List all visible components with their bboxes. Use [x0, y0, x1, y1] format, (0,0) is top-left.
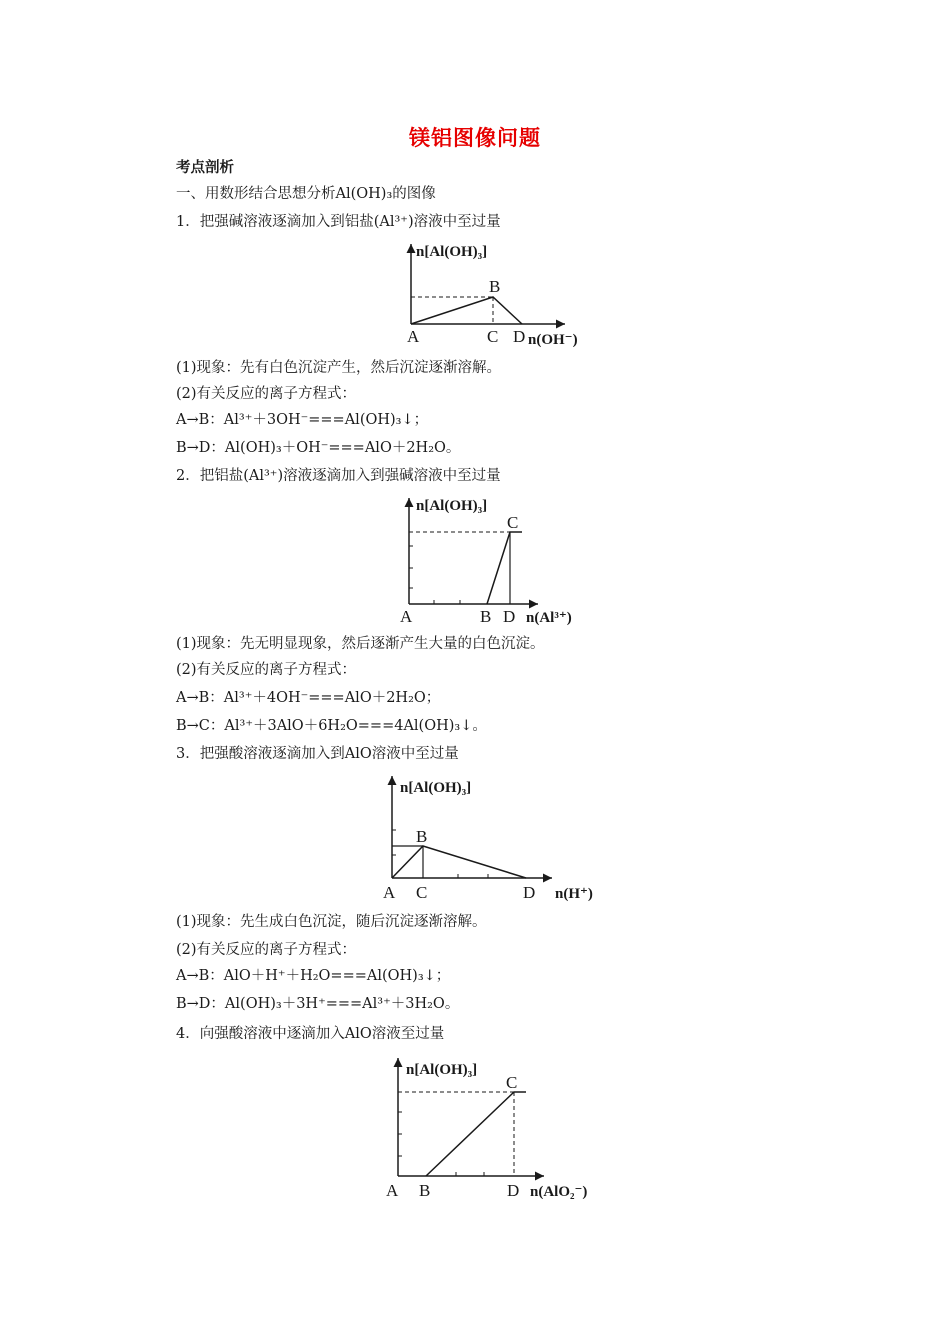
part-heading: 一、用数形结合思想分析Al(OH)₃的图像: [176, 186, 436, 202]
case-3-heading: 3．把强酸溶液逐滴加入到AlO溶液中至过量: [176, 746, 459, 762]
case-1-eq-title: (2)有关反应的离子方程式：: [176, 386, 357, 402]
y-axis-label: n[Al(OH)₃]: [416, 244, 488, 260]
page-title: 镁铝图像问题: [409, 126, 541, 150]
x-axis-label: n(AlO₂⁻): [530, 1184, 588, 1200]
case-2-eq-2: B→C：Al³⁺＋3AlO＋6H₂O===4Al(OH)₃↓。: [176, 718, 487, 734]
point-a: A: [383, 883, 396, 902]
point-a: A: [407, 327, 420, 346]
case-3-eq-1: A→B：AlO＋H⁺＋H₂O===Al(OH)₃↓；: [176, 968, 451, 984]
point-c: C: [507, 513, 519, 532]
point-d: D: [513, 327, 526, 346]
y-axis-label: n[Al(OH)₃]: [406, 1062, 478, 1078]
y-axis-label: n[Al(OH)₃]: [400, 780, 472, 796]
case-2-eq-1: A→B：Al³⁺＋4OH⁻===AlO＋2H₂O；: [176, 690, 441, 706]
x-axis-label: n(OH⁻): [528, 332, 578, 348]
curve: [392, 846, 526, 878]
point-d: D: [503, 607, 516, 626]
point-a: A: [386, 1181, 399, 1200]
point-d: D: [523, 883, 536, 902]
curve: [426, 1092, 526, 1176]
case-3-eq-title: (2)有关反应的离子方程式：: [176, 942, 357, 958]
case-3-eq-2: B→D：Al(OH)₃＋3H⁺===Al³⁺＋3H₂O。: [176, 996, 460, 1012]
point-c: C: [416, 883, 428, 902]
point-a: A: [400, 607, 413, 626]
point-c: C: [506, 1073, 518, 1092]
curve: [411, 297, 522, 324]
case-1-eq-1: A→B：Al³⁺＋3OH⁻===Al(OH)₃↓；: [176, 412, 429, 428]
x-axis-label: n(H⁺): [555, 886, 593, 902]
case-1-graph: [400, 238, 590, 350]
point-b: B: [419, 1181, 431, 1200]
case-1-eq-2: B→D：Al(OH)₃＋OH⁻===AlO＋2H₂O。: [176, 440, 461, 456]
case-1-heading: 1．把强碱溶液逐滴加入到铝盐(Al³⁺)溶液中至过量: [176, 214, 501, 230]
case-4-heading: 4．向强酸溶液中逐滴加入AlO溶液至过量: [176, 1026, 445, 1042]
x-axis-label: n(Al³⁺): [526, 610, 572, 626]
case-4-graph: [384, 1052, 614, 1206]
point-b: B: [489, 277, 501, 296]
case-2-heading: 2．把铝盐(Al³⁺)溶液逐滴加入到强碱溶液中至过量: [176, 468, 501, 484]
case-2-eq-title: (2)有关反应的离子方程式：: [176, 662, 357, 678]
case-3-phenomenon: (1)现象：先生成白色沉淀，随后沉淀逐渐溶解。: [176, 914, 487, 930]
section-heading: 考点剖析: [176, 160, 234, 176]
point-b: B: [480, 607, 492, 626]
case-3-graph: [380, 770, 610, 906]
curve: [487, 532, 522, 604]
point-d: D: [507, 1181, 520, 1200]
y-axis-label: n[Al(OH)₃]: [416, 498, 488, 514]
point-c: C: [487, 327, 499, 346]
case-2-graph: [396, 492, 596, 624]
point-b: B: [416, 827, 428, 846]
case-1-phenomenon: (1)现象：先有白色沉淀产生，然后沉淀逐渐溶解。: [176, 360, 502, 376]
case-2-phenomenon: (1)现象：先无明显现象，然后逐渐产生大量的白色沉淀。: [176, 636, 545, 652]
